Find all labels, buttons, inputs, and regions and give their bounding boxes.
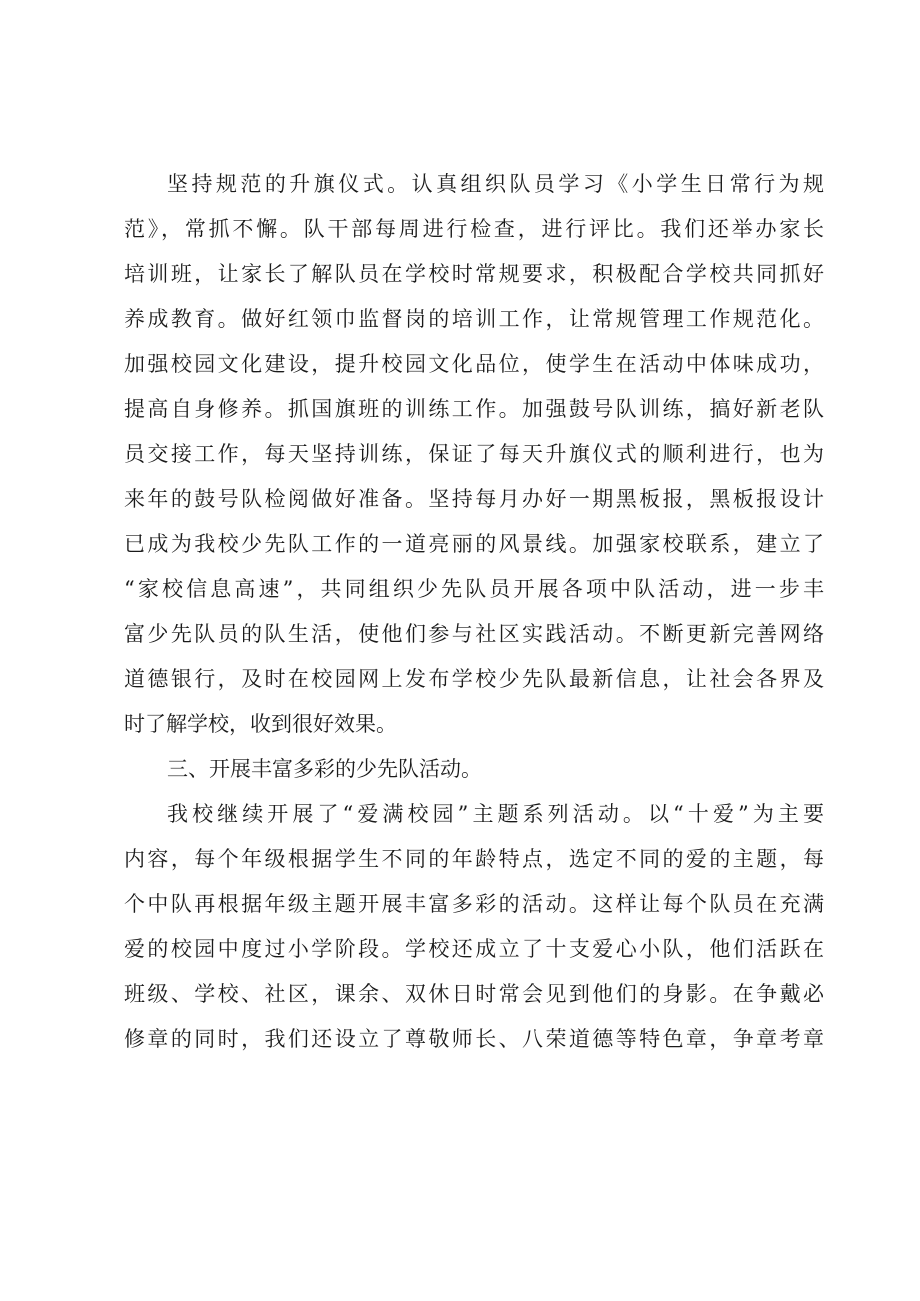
paragraph-line: “家校信息高速”，共同组织少先队员开展各项中队活动，进一步丰 — [124, 577, 824, 601]
paragraph-line: 员交接工作，每天坚持训练，保证了每天升旗仪式的顺利进行，也为 — [124, 442, 824, 466]
paragraph-line: 养成教育。做好红领巾监督岗的培训工作，让常规管理工作规范化。 — [124, 307, 824, 331]
paragraph-line: 内容，每个年级根据学生不同的年龄特点，选定不同的爱的主题，每 — [124, 847, 824, 871]
section-heading-activities — [124, 747, 824, 792]
paragraph-line: 来年的鼓号队检阅做好准备。坚持每月办好一期黑板报，黑板报设计 — [124, 487, 824, 511]
paragraph-school-routine — [124, 162, 824, 747]
paragraph-line: 加强校园文化建设，提升校园文化品位，使学生在活动中体味成功， — [124, 352, 824, 376]
section-heading: 三、开展丰富多彩的少先队活动。 — [167, 757, 482, 781]
paragraph-line: 爱的校园中度过小学阶段。学校还成立了十支爱心小队，他们活跃在 — [124, 937, 824, 961]
paragraph-line: 修章的同时，我们还设立了尊敬师长、八荣道德等特色章，争章考章 — [124, 1027, 824, 1051]
paragraph-line: 富少先队员的队生活，使他们参与社区实践活动。不断更新完善网络 — [124, 622, 824, 646]
paragraph-line: 时了解学校，收到很好效果。 — [124, 712, 397, 736]
paragraph-line: 班级、学校、社区，课余、双休日时常会见到他们的身影。在争戴必 — [124, 982, 824, 1006]
paragraph-line: 道德银行，及时在校园网上发布学校少先队最新信息，让社会各界及 — [124, 667, 824, 691]
paragraph-line: 已成为我校少先队工作的一道亮丽的风景线。加强家校联系，建立了 — [124, 532, 824, 556]
paragraph-line: 坚持规范的升旗仪式。认真组织队员学习《小学生日常行为规 — [167, 172, 824, 196]
paragraph-line: 提高自身修养。抓国旗班的训练工作。加强鼓号队训练，搞好新老队 — [124, 397, 824, 421]
document-body — [124, 162, 824, 1062]
paragraph-line: 我校继续开展了“爱满校园”主题系列活动。以“十爱”为主要 — [167, 802, 824, 826]
paragraph-line: 个中队再根据年级主题开展丰富多彩的活动。这样让每个队员在充满 — [124, 892, 824, 916]
paragraph-line: 范》，常抓不懈。队干部每周进行检查，进行评比。我们还举办家长 — [124, 217, 824, 241]
paragraph-line: 培训班，让家长了解队员在学校时常规要求，积极配合学校共同抓好 — [124, 262, 824, 286]
paragraph-activities — [124, 792, 824, 1062]
